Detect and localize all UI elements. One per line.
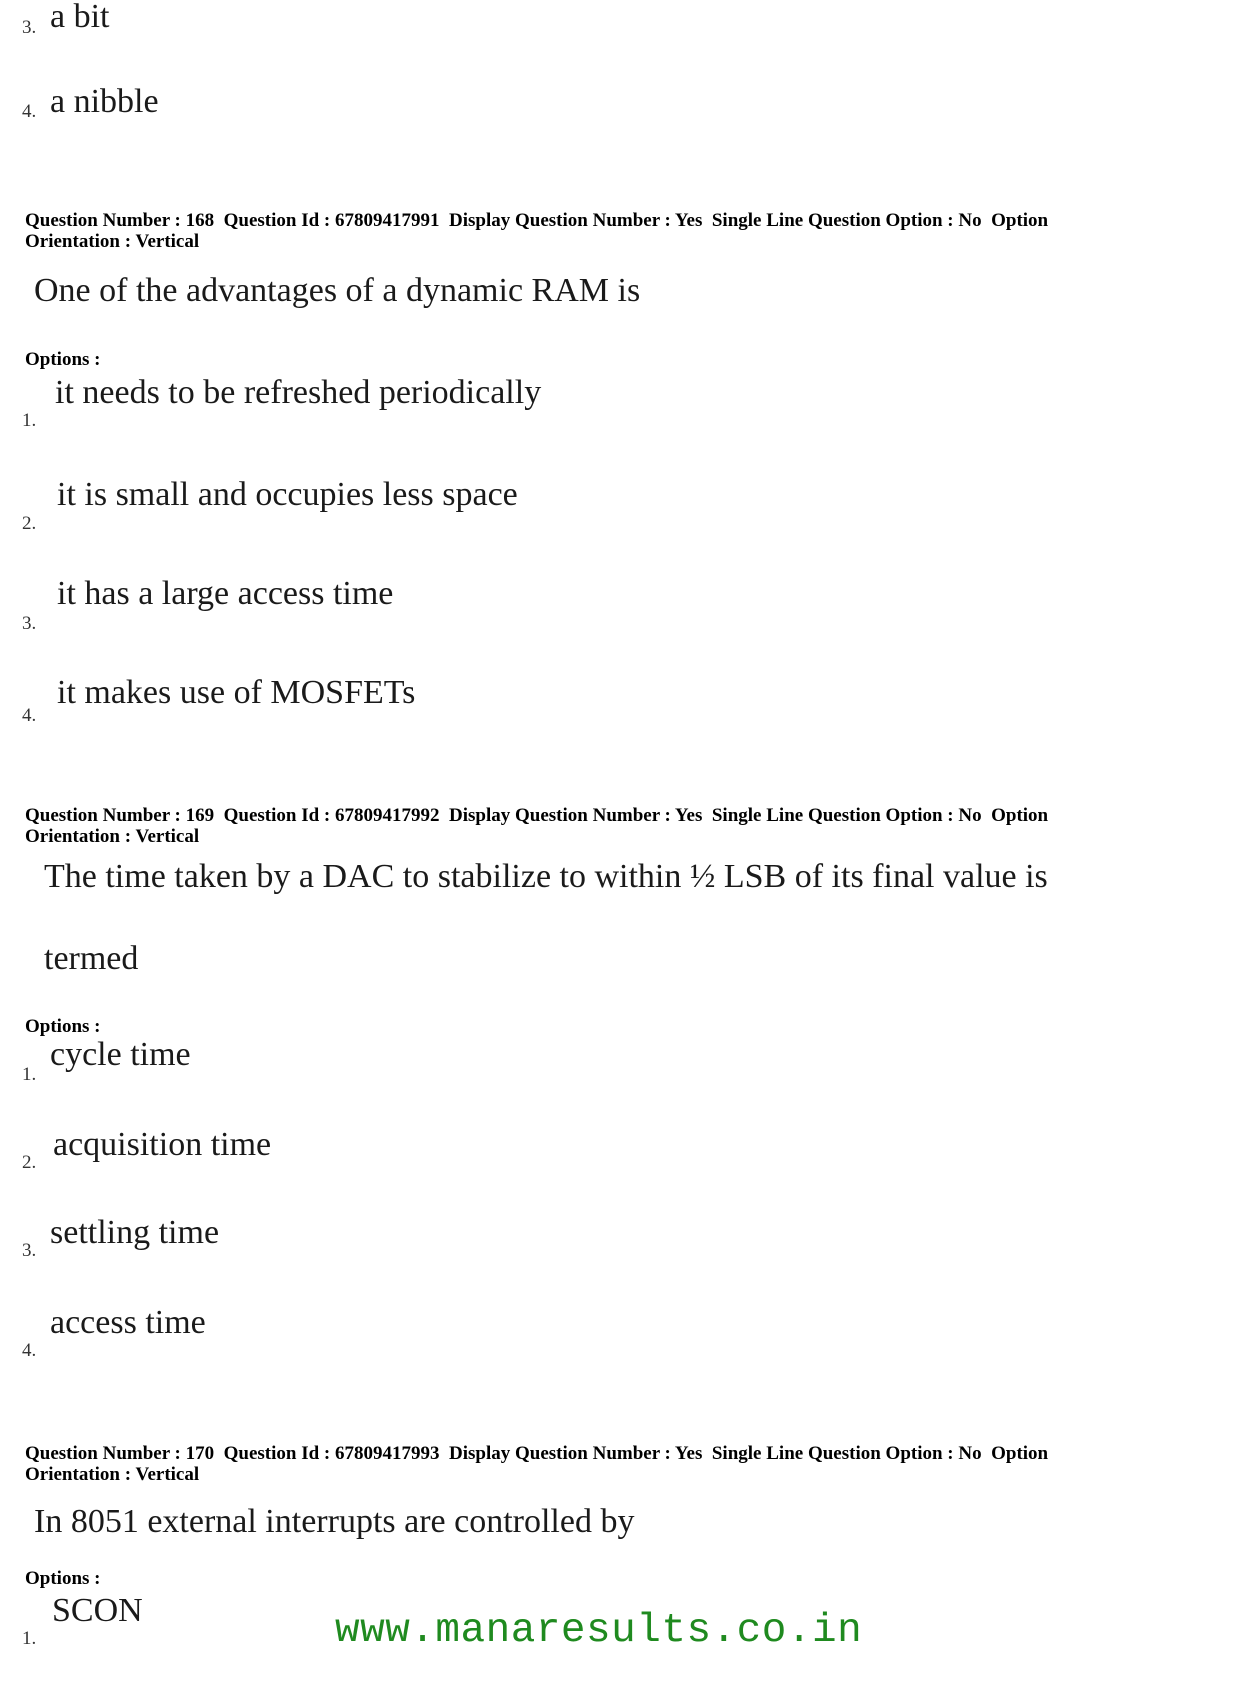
option-number: 4. <box>22 101 37 122</box>
option-text: it is small and occupies less space <box>57 476 518 513</box>
watermark-url: www.manaresults.co.in <box>335 1608 863 1654</box>
option-text: settling time <box>50 1214 220 1251</box>
option-text: acquisition time <box>53 1126 272 1163</box>
option-number: 3. <box>22 1240 37 1261</box>
option-number: 2. <box>22 513 37 534</box>
question-text: In 8051 external interrupts are controlled by <box>34 1503 635 1540</box>
question-text: termed <box>44 940 139 977</box>
option-number: 3. <box>22 17 37 38</box>
option-number: 4. <box>22 705 37 726</box>
option-text: SCON <box>52 1592 143 1629</box>
option-text: a bit <box>50 0 110 35</box>
option-number: 4. <box>22 1340 37 1361</box>
option-text: a nibble <box>50 83 159 120</box>
option-number: 1. <box>22 1064 37 1085</box>
option-number: 1. <box>22 410 37 431</box>
option-number: 2. <box>22 1152 37 1173</box>
question-meta: Question Number : 170 Question Id : 67809417993 Display Question Number : Yes Single Line Question Option : No Option Orientation : Vertical <box>25 1443 1049 1485</box>
options-label: Options : <box>25 349 101 370</box>
options-label: Options : <box>25 1016 101 1037</box>
option-text: it makes use of MOSFETs <box>57 674 416 711</box>
question-text: One of the advantages of a dynamic RAM is <box>34 272 641 309</box>
options-label: Options : <box>25 1568 101 1589</box>
option-text: access time <box>50 1304 206 1341</box>
option-text: cycle time <box>50 1036 191 1073</box>
question-text: The time taken by a DAC to stabilize to within ½ LSB of its final value is <box>44 858 1048 895</box>
question-meta: Question Number : 168 Question Id : 67809417991 Display Question Number : Yes Single Line Question Option : No Option Orientation : Vertical <box>25 210 1049 252</box>
option-text: it needs to be refreshed periodically <box>55 374 542 411</box>
option-number: 3. <box>22 613 37 634</box>
question-meta: Question Number : 169 Question Id : 67809417992 Display Question Number : Yes Single Line Question Option : No Option Orientation : Vertical <box>25 805 1049 847</box>
option-number: 1. <box>22 1628 37 1649</box>
option-text: it has a large access time <box>57 575 394 612</box>
